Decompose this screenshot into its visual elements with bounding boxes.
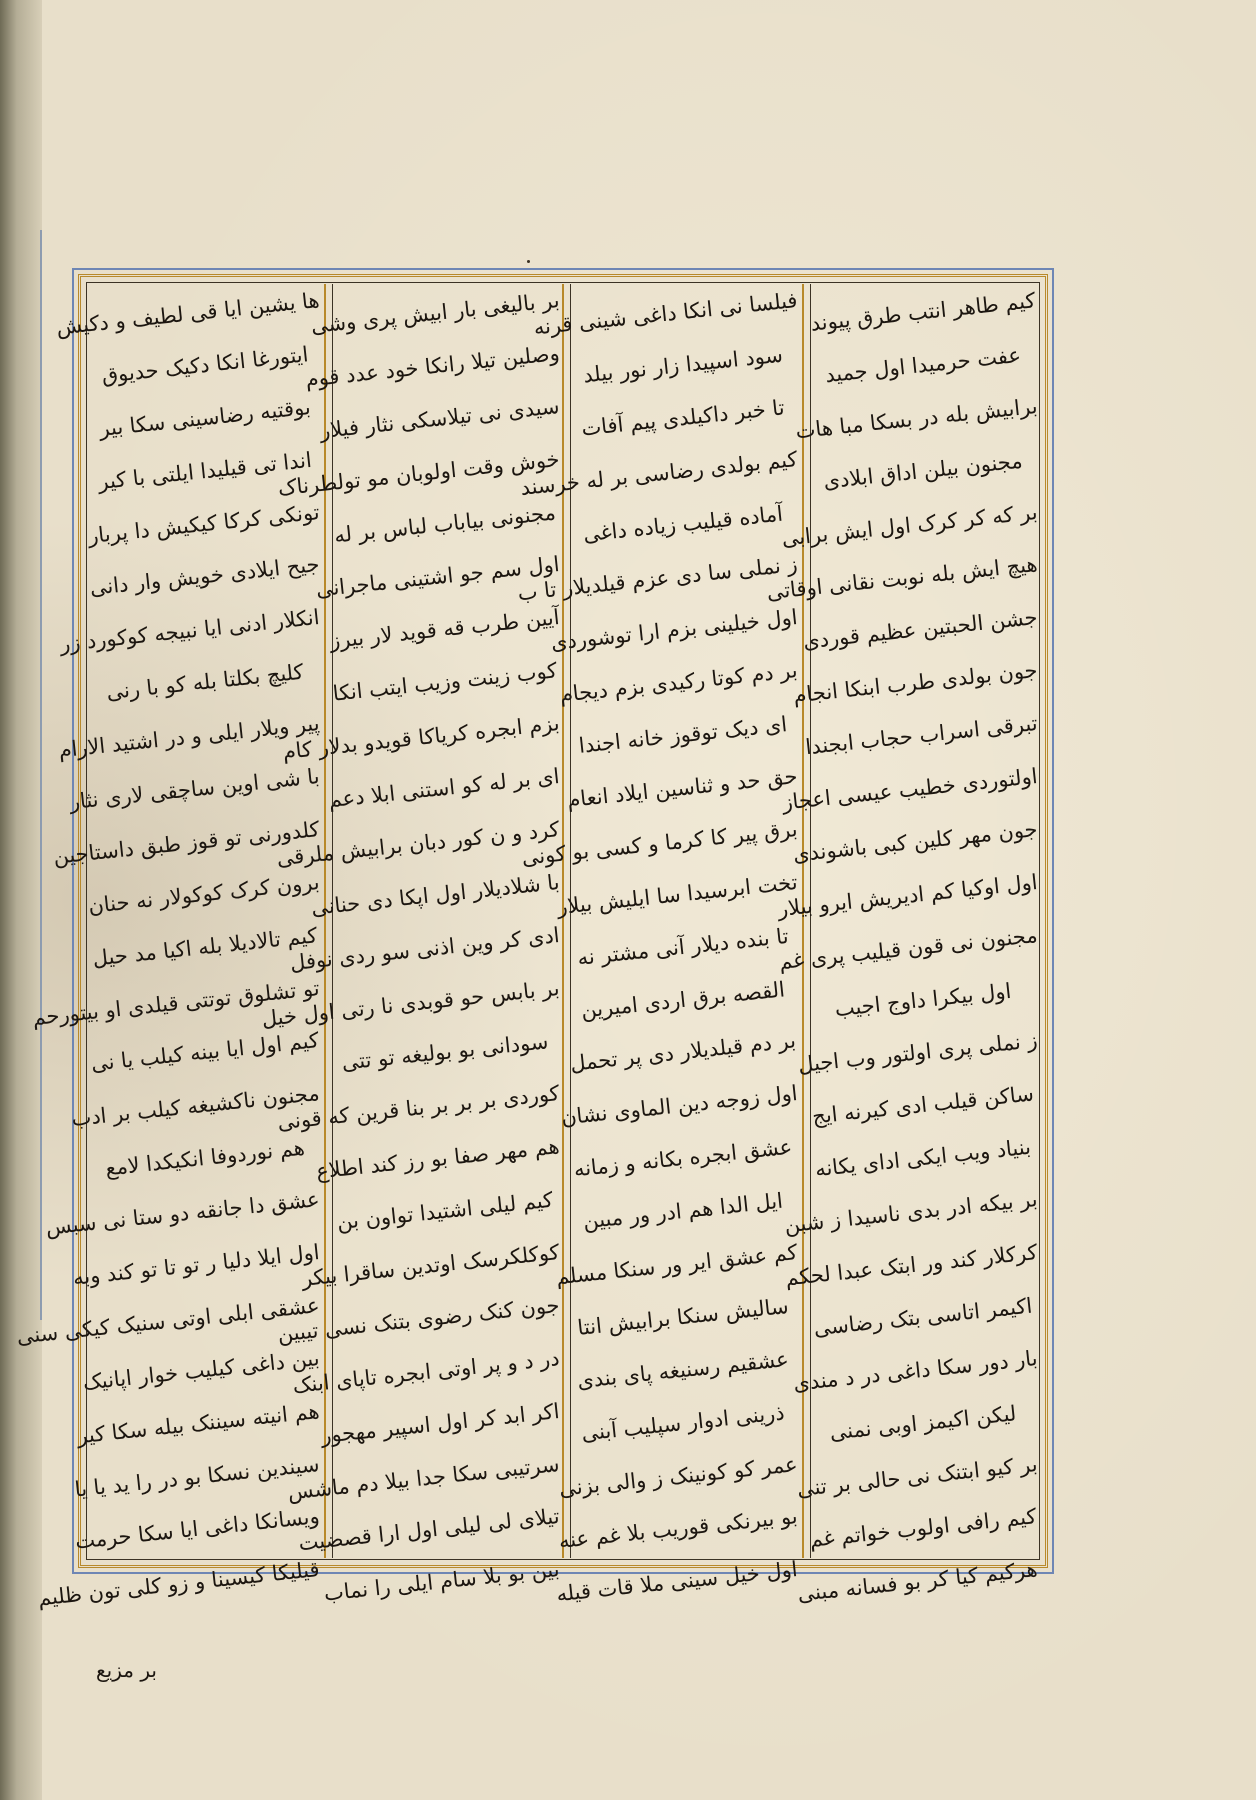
verse-line: اول بیکرا داوج اجیب — [833, 978, 1013, 1021]
verse-line: کرکلار کند ور ابتک عبدا لحکم — [784, 1240, 1039, 1291]
verse-line: برق پیر کا کرما و کسی بو کونی — [520, 816, 799, 870]
verse-line: سودانی بو بولیغه تو تتی — [340, 1029, 550, 1076]
verse-line: لیکن اکیمز اوبی نمنی — [828, 1400, 1018, 1445]
text-column-3 — [260, 286, 561, 1607]
verse-line: مجنون نی قون قیلیب پری غم — [777, 922, 1039, 974]
verse-line: کم عشق ایر ور سنکا مسلم — [554, 1240, 799, 1290]
verse-line: کرد و ن کور دبان برابیش ملرقی — [275, 816, 561, 871]
verse-line: ادی کر وین اذنی سو ردی نوفل — [288, 922, 561, 975]
verse-line: کوکلکرسک اوتدین ساقرا بیکر — [300, 1240, 561, 1292]
verse-line: جیح ایلادی خویش وار دانی — [88, 552, 321, 601]
verse-line: برون کرک کوکولار نه حنان — [87, 869, 321, 918]
verse-line: تا بنده دیلار آنی مشتر نه — [576, 923, 790, 970]
verse-line: ای بر له کو استنی ابلا دعم — [327, 764, 561, 813]
verse-line: مجنون ناکشیغه کیلب بر ادب — [70, 1081, 321, 1132]
verse-line: بوقتیه رضاسینی سکا بیر — [98, 394, 312, 441]
verse-line: آماده قیلیب زیاده داغی — [581, 501, 784, 546]
text-column-4 — [15, 286, 321, 1611]
verse-line: هم مهر صفا بو رز کند اطلاع — [314, 1134, 561, 1184]
verse-line: در د و پر اوتی ابجره تاپای ابنک — [291, 1345, 561, 1398]
verse-line: کیم طاهر انتب طرق پیوند — [809, 288, 1037, 336]
verse-line: تبرقی اسراب حجاب ابجندا — [804, 711, 1039, 760]
verse-line: پیر ویلار ایلی و در اشتید الارام — [57, 711, 321, 763]
verse-line: اکیمر اتاسی بتک رضاسی — [812, 1293, 1034, 1341]
verse-line: کلدورنی تو قوز طبق داستاجین — [52, 816, 321, 869]
verse-line: کیم تالادیلا بله اکیا مد حیل — [91, 922, 319, 971]
verse-line: حق حد و ثناسین ایلاد انعام — [566, 764, 799, 813]
facing-page-edge — [0, 230, 42, 1320]
verse-line: هرکیم کیا کر بو فسانه مبنی — [796, 1557, 1039, 1607]
verse-line: ز نملی پری اولتور وب اجیل — [796, 1028, 1039, 1078]
verse-line: تخت ابرسیدا سا ایلیش بیلار — [556, 869, 799, 919]
verse-line: کوردی بر بر بر بنا قرین که قونی — [276, 1081, 561, 1135]
verse-line: سیدی نی تیلاسکی نثار فیلار — [318, 393, 561, 443]
verse-line: اول زوجه دین الماوی نشان — [559, 1081, 799, 1131]
verse-line: کلیچ بکلتا بله کو با رنی — [105, 659, 305, 705]
verse-line: ایل الدا هم ادر ور مبین — [581, 1188, 784, 1234]
verse-line: بو بیرنکی قوریب بلا غم عنه — [557, 1504, 799, 1554]
verse-line: آیین طرب قه قوید لار بیرز — [328, 605, 561, 654]
frame-mark — [527, 260, 530, 263]
catchword: بر مزیع — [96, 1658, 157, 1682]
verse-line: بنیاد ویب ایکی ادای یکانه — [813, 1134, 1032, 1182]
text-column-2 — [516, 286, 799, 1607]
verse-line: اول ایلا دلیا ر تو تا تو کند وبه — [71, 1240, 321, 1290]
verse-line: اولتوردی خطیب عیسی اعجاز — [781, 764, 1039, 815]
verse-line: بین داغی کیلیب خوار اپانیک — [81, 1345, 321, 1395]
verse-line: وصلین تیلا رانکا خود عدد قوم — [304, 340, 561, 392]
verse-line: انکلار ادنی ایا نبیجه کوکورد زر — [58, 605, 321, 657]
verse-line: عشق ابجره بکانه و زمانه — [572, 1134, 794, 1182]
verse-line: هم انیته سیننک بیله سکا کیر — [76, 1398, 321, 1449]
verse-line: عشق دا جانقه دو ستا نی سبس — [44, 1187, 321, 1240]
verse-line: بر دم کوتا رکیدی بزم دیجام — [558, 658, 799, 708]
verse-line: جشن الحبتین عظیم قوردی — [801, 605, 1039, 654]
verse-line: خوش وقت اولوبان مو تولطرناک — [276, 446, 561, 501]
verse-line: فیلسا نی انکا داغی شینی قرنه — [532, 288, 799, 340]
verse-line: تیلای لی لیلی اول ارا قصضیت — [297, 1504, 561, 1556]
verse-line: ساکن قیلب ادی کیرنه ایج — [811, 1081, 1035, 1129]
verse-line: مجنون بیلن اداق ابلادی — [822, 448, 1024, 494]
verse-line: سود اسپیدا زار نور بیلد — [581, 342, 784, 388]
verse-line: عشقی ابلی اوتی سنیک کیکی سنی — [15, 1292, 321, 1349]
verse-line: تو تشلوق توتتی قیلدی او بیتورحم — [31, 975, 321, 1030]
verse-line: جون بولدی طرب ابنکا انجام — [792, 658, 1039, 708]
verse-line: ذرینی ادوار سپلیب آبنی — [580, 1400, 786, 1446]
verse-line: اندا تی قیلیدا ایلتی با کیر — [97, 447, 313, 494]
verse-line: بر دم قیلدیلار دی پر تحمل — [568, 1028, 797, 1077]
verse-line: کیم اول ایا بینه کیلب یا نی — [89, 1028, 321, 1077]
verse-line: برابیش بله در بسکا مبا هات — [794, 393, 1039, 444]
verse-line: بر کیو ابتنک نی حالی بر تنی — [795, 1451, 1039, 1501]
verse-line: بر بابس حو قوبدی نا رتی اول خیل — [260, 975, 561, 1031]
verse-line: بین بو بلا سام ایلی را نماب — [322, 1557, 561, 1607]
verse-line: بزم ابجره کریاکا قویدو بدلار کام — [281, 711, 561, 765]
verse-line: ایتورغا انکا دکیک حدیوق — [100, 342, 310, 388]
verse-line: سرتیبی سکا جدا بیلا دم ماشس — [286, 1451, 561, 1505]
verse-line: جون مهر کلین کبی باشوندی — [791, 816, 1039, 867]
verse-line: قیلیکا کیسینا و زو کلی تون ظلیم — [36, 1557, 321, 1611]
verse-line: کیم لیلی اشتیدا تواون بن — [335, 1187, 555, 1235]
verse-line: بر بیکه ادر بدی ناسیدا ز شبن — [783, 1187, 1039, 1238]
verse-line: عشقیم رسنیغه پای بندی — [576, 1346, 790, 1393]
verse-line: سیندین نسکا بو در را ید یا یا — [73, 1451, 321, 1502]
verse-line: ای دیک توقوز خانه اجندا — [577, 712, 789, 758]
verse-line: اول اوکیا کم ادیریش ایرو بیلار — [776, 869, 1039, 921]
text-column-1 — [765, 286, 1039, 1607]
verse-line: بار دور سکا داغی در د مندی — [792, 1345, 1039, 1396]
verse-line: بر بالیغی بار ابیش پری وشی — [309, 288, 561, 339]
verse-line: ز نملی سا دی عزم قیلدیلار تا ب — [516, 552, 799, 606]
verse-line: کیم بولدی رضاسی بر له خرسند — [519, 446, 799, 500]
verse-line: سالیش سنکا برابیش انتا — [576, 1293, 790, 1340]
verse-line: با شی اوین ساچقی لاری نثار — [68, 764, 321, 815]
verse-line: عمر کو کونینک ز والی بزنی — [557, 1451, 799, 1501]
verse-line: کوب زینت وزیب ایتب انکا — [331, 658, 559, 706]
verse-line: کیم رافی اولوب خواتم غم — [808, 1504, 1038, 1553]
verse-line: با شلادیلار اول اپکا دی حنانی — [310, 869, 561, 920]
verse-line: القصه برق اردی امیرین — [579, 976, 786, 1023]
verse-line: جون کنک رضوی بتنک نسی تیبین — [276, 1292, 561, 1347]
verse-line: ها یشین ایا قی لطیف و دکیش — [55, 288, 321, 340]
verse-line: تونکی کرکا کیکیش دا پربار — [86, 499, 321, 548]
verse-line: هم نوردوفا انکیکدا لامع — [104, 1135, 306, 1181]
verse-line: مجنونی بیاباب لباس بر له — [333, 500, 557, 548]
verse-line: اول خیل سینی ملا قات قیله — [555, 1557, 799, 1607]
verse-line: هیچ ایش بله نوبت نقانی اوقاتی — [765, 552, 1039, 605]
verse-line: ویسانکا داغی ایا سکا حرمت — [73, 1504, 321, 1555]
verse-line: بر که کر کرک اول ایش برابی — [780, 499, 1039, 551]
verse-line: اول سم جو اشتینی ماجرانی — [314, 552, 561, 602]
verse-line: اکر ابد کر اول اسپیر مهجور — [319, 1398, 561, 1448]
verse-line: تا خبر داکیلدی پیم آفات — [580, 395, 786, 441]
verse-line: اول خیلینی بزم ارا توشوردی — [549, 605, 799, 656]
verse-line: عفت حرمیدا اول جمید — [823, 342, 1022, 388]
